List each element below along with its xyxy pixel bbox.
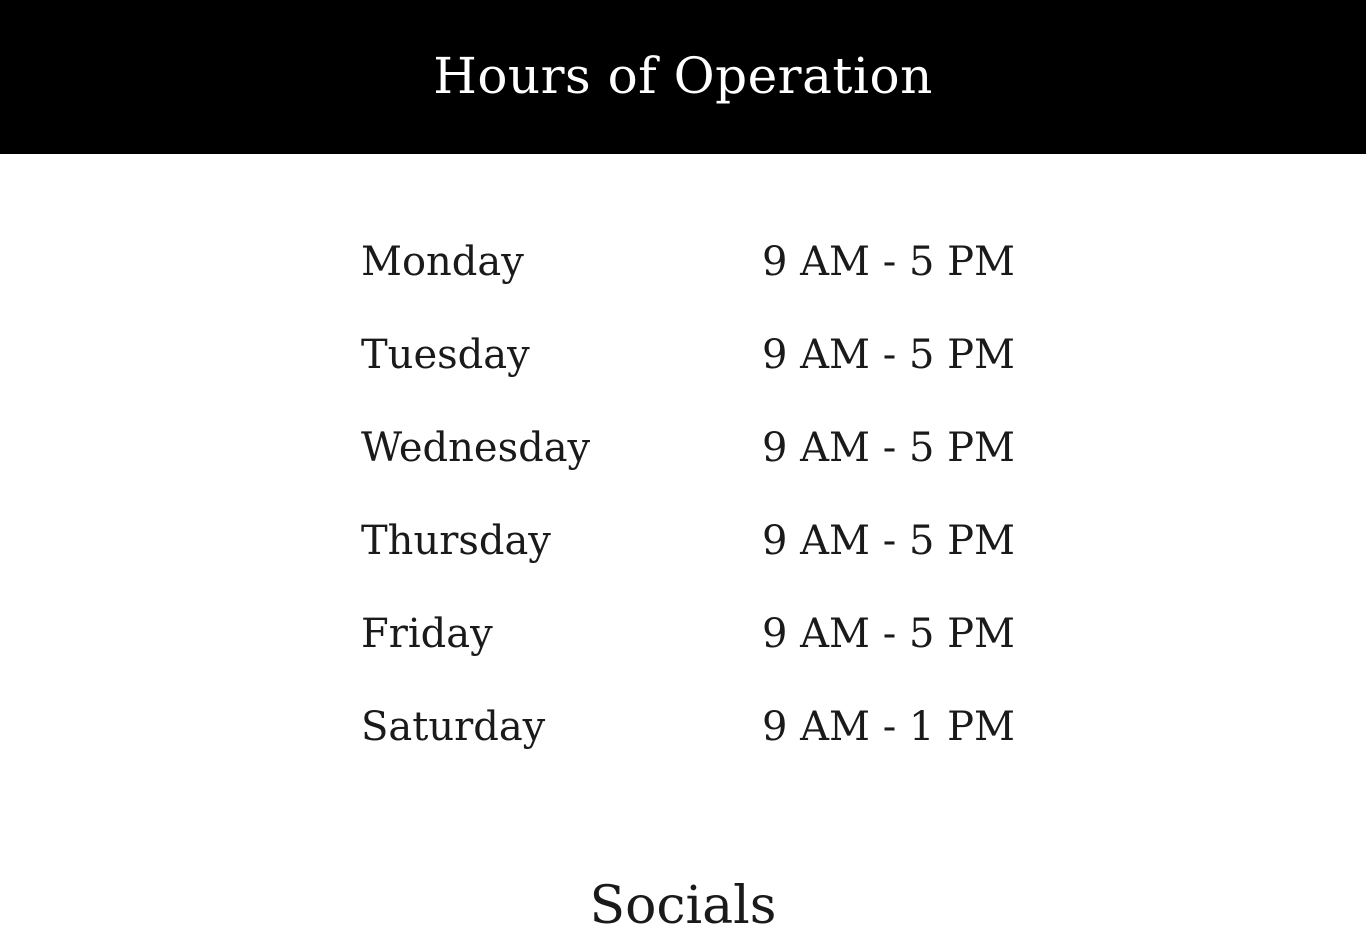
time-range: 9 AM - 5 PM	[762, 611, 1015, 657]
hours-row-thursday	[361, 511, 1061, 604]
hours-banner	[0, 0, 1366, 154]
day-label: Friday	[361, 611, 493, 657]
day-label: Thursday	[361, 518, 551, 564]
day-label: Saturday	[361, 704, 546, 750]
time-range: 9 AM - 5 PM	[762, 332, 1015, 378]
page-title: Hours of Operation	[433, 47, 933, 105]
day-label: Monday	[361, 239, 524, 285]
hours-row-monday	[361, 232, 1061, 325]
hours-row-tuesday	[361, 325, 1061, 418]
hours-row-saturday	[361, 697, 1061, 790]
hours-table	[361, 232, 1061, 790]
time-range: 9 AM - 5 PM	[762, 518, 1015, 564]
time-range: 9 AM - 1 PM	[762, 704, 1015, 750]
day-label: Tuesday	[361, 332, 530, 378]
hours-row-friday	[361, 604, 1061, 697]
socials-heading: Socials	[589, 876, 777, 936]
time-range: 9 AM - 5 PM	[762, 425, 1015, 471]
hours-row-wednesday	[361, 418, 1061, 511]
day-label: Wednesday	[361, 425, 591, 471]
time-range: 9 AM - 5 PM	[762, 239, 1015, 285]
